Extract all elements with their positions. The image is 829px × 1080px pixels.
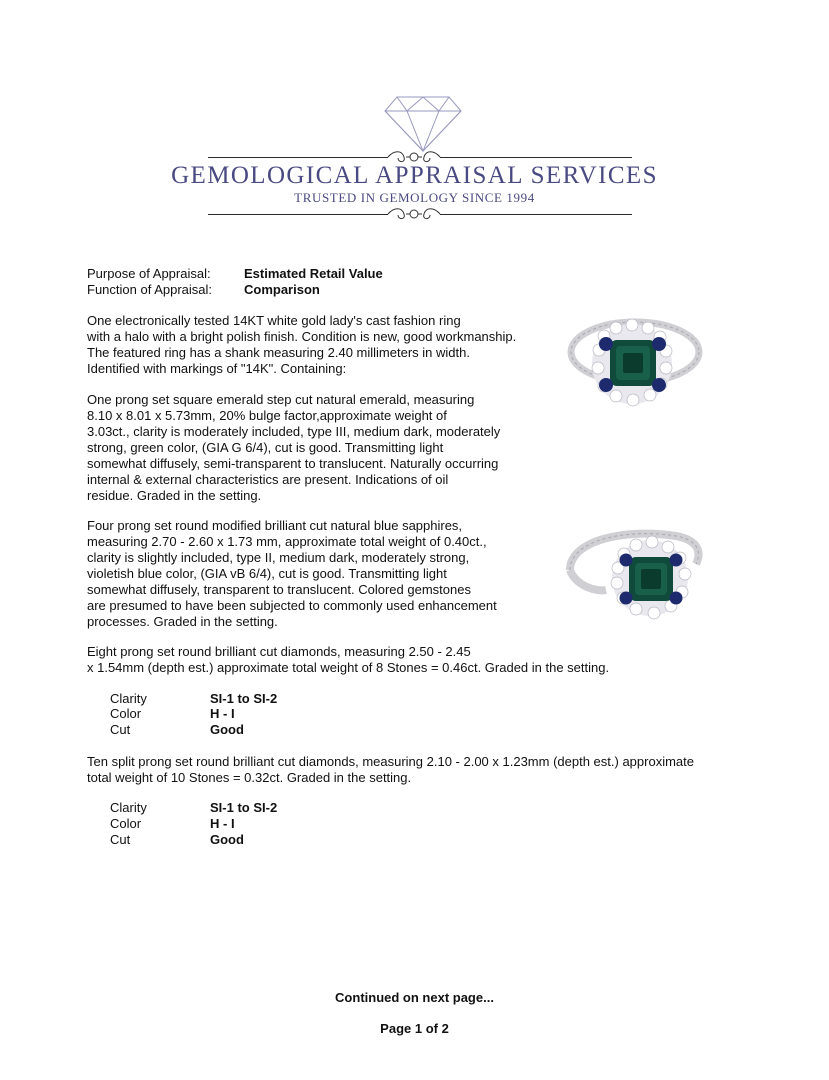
function-label: Function of Appraisal: xyxy=(87,282,213,297)
company-tagline: TRUSTED IN GEMOLOGY SINCE 1994 xyxy=(294,190,535,205)
purpose-label: Purpose of Appraisal: xyxy=(87,266,211,281)
grade-row-cut xyxy=(110,722,244,738)
eight-diamonds-description xyxy=(87,644,609,676)
header-top-rule-right xyxy=(440,157,632,158)
scroll-ornament-bottom-icon xyxy=(386,205,442,223)
grade-value: H - I xyxy=(210,706,235,721)
grade-row-color xyxy=(110,706,235,722)
company-name: GEMOLOGICAL APPRAISAL SERVICES xyxy=(171,162,658,189)
emerald-line: internal & external characteristics are present. Indications of oil xyxy=(87,472,449,487)
grade-label: Cut xyxy=(110,722,131,737)
grade-row-color xyxy=(110,816,235,832)
grade-row-clarity xyxy=(110,800,277,816)
emerald-line: somewhat diffusely, semi-transparent to translucent. Naturally occurring xyxy=(87,456,499,471)
grade-label: Color xyxy=(110,706,142,721)
ten-diamonds-line: total weight of 10 Stones = 0.32ct. Graded in the setting. xyxy=(87,770,412,785)
header-bottom-rule-right xyxy=(440,214,632,215)
ring-line: The featured ring has a shank measuring 2.40 millimeters in width. xyxy=(87,345,470,360)
sapphire-line: measuring 2.70 - 2.60 x 1.73 mm, approximate total weight of 0.40ct., xyxy=(87,534,487,549)
grade-value: SI-1 to SI-2 xyxy=(210,691,278,706)
sapphire-line: are presumed to have been subjected to commonly used enhancement xyxy=(87,598,497,613)
header-top-rule-left xyxy=(208,157,388,158)
emerald-line: residue. Graded in the setting. xyxy=(87,488,262,503)
grade-label: Cut xyxy=(110,832,131,847)
emerald-line: 8.10 x 8.01 x 5.73mm, 20% bulge factor,approximate weight of xyxy=(87,408,447,423)
eight-diamonds-line: Eight prong set round brilliant cut diamonds, measuring 2.50 - 2.45 xyxy=(87,644,471,659)
header-bottom-rule-left xyxy=(208,214,388,215)
ring-description xyxy=(87,313,516,377)
sapphire-description xyxy=(87,518,497,630)
ten-diamonds-line: Ten split prong set round brilliant cut diamonds, measuring 2.10 - 2.00 x 1.23mm (depth est.) approximate xyxy=(87,754,694,769)
letterhead xyxy=(0,90,829,230)
ten-diamonds-description xyxy=(87,754,694,786)
emerald-line: One prong set square emerald step cut natural emerald, measuring xyxy=(87,392,475,407)
purpose-row xyxy=(87,266,383,282)
diamond-logo-icon xyxy=(383,93,463,153)
grade-value: Good xyxy=(210,722,244,737)
page-number: Page 1 of 2 xyxy=(380,1021,449,1036)
grade-label: Color xyxy=(110,816,142,831)
sapphire-line: clarity is slightly included, type II, medium dark, moderately strong, xyxy=(87,550,470,565)
ring-line: One electronically tested 14KT white gold lady's cast fashion ring xyxy=(87,313,461,328)
grade-row-cut xyxy=(110,832,244,848)
sapphire-line: Four prong set round modified brilliant cut natural blue sapphires, xyxy=(87,518,463,533)
emerald-line: 3.03ct., clarity is moderately included, type III, medium dark, moderately xyxy=(87,424,501,439)
grade-value: H - I xyxy=(210,816,235,831)
function-value: Comparison xyxy=(244,282,320,297)
ring-line: Identified with markings of "14K". Containing: xyxy=(87,361,347,376)
ring-photo-top-view xyxy=(566,306,704,412)
emerald-line: strong, green color, (GIA G 6/4), cut is good. Transmitting light xyxy=(87,440,444,455)
ring-line: with a halo with a bright polish finish. Condition is new, good workmanship. xyxy=(87,329,517,344)
sapphire-line: processes. Graded in the setting. xyxy=(87,614,278,629)
grade-label: Clarity xyxy=(110,691,147,706)
grade-value: SI-1 to SI-2 xyxy=(210,800,278,815)
function-row xyxy=(87,282,320,298)
grade-label: Clarity xyxy=(110,800,147,815)
sapphire-line: somewhat diffusely, transparent to translucent. Colored gemstones xyxy=(87,582,471,597)
eight-diamonds-line: x 1.54mm (depth est.) approximate total weight of 8 Stones = 0.46ct. Graded in the setting. xyxy=(87,660,610,675)
grade-row-clarity xyxy=(110,691,277,707)
grade-value: Good xyxy=(210,832,244,847)
ring-photo-angled-view xyxy=(566,520,706,620)
sapphire-line: violetish blue color, (GIA vB 6/4), cut is good. Transmitting light xyxy=(87,566,447,581)
purpose-value: Estimated Retail Value xyxy=(244,266,383,281)
continued-note: Continued on next page... xyxy=(335,990,494,1005)
emerald-description xyxy=(87,392,500,504)
